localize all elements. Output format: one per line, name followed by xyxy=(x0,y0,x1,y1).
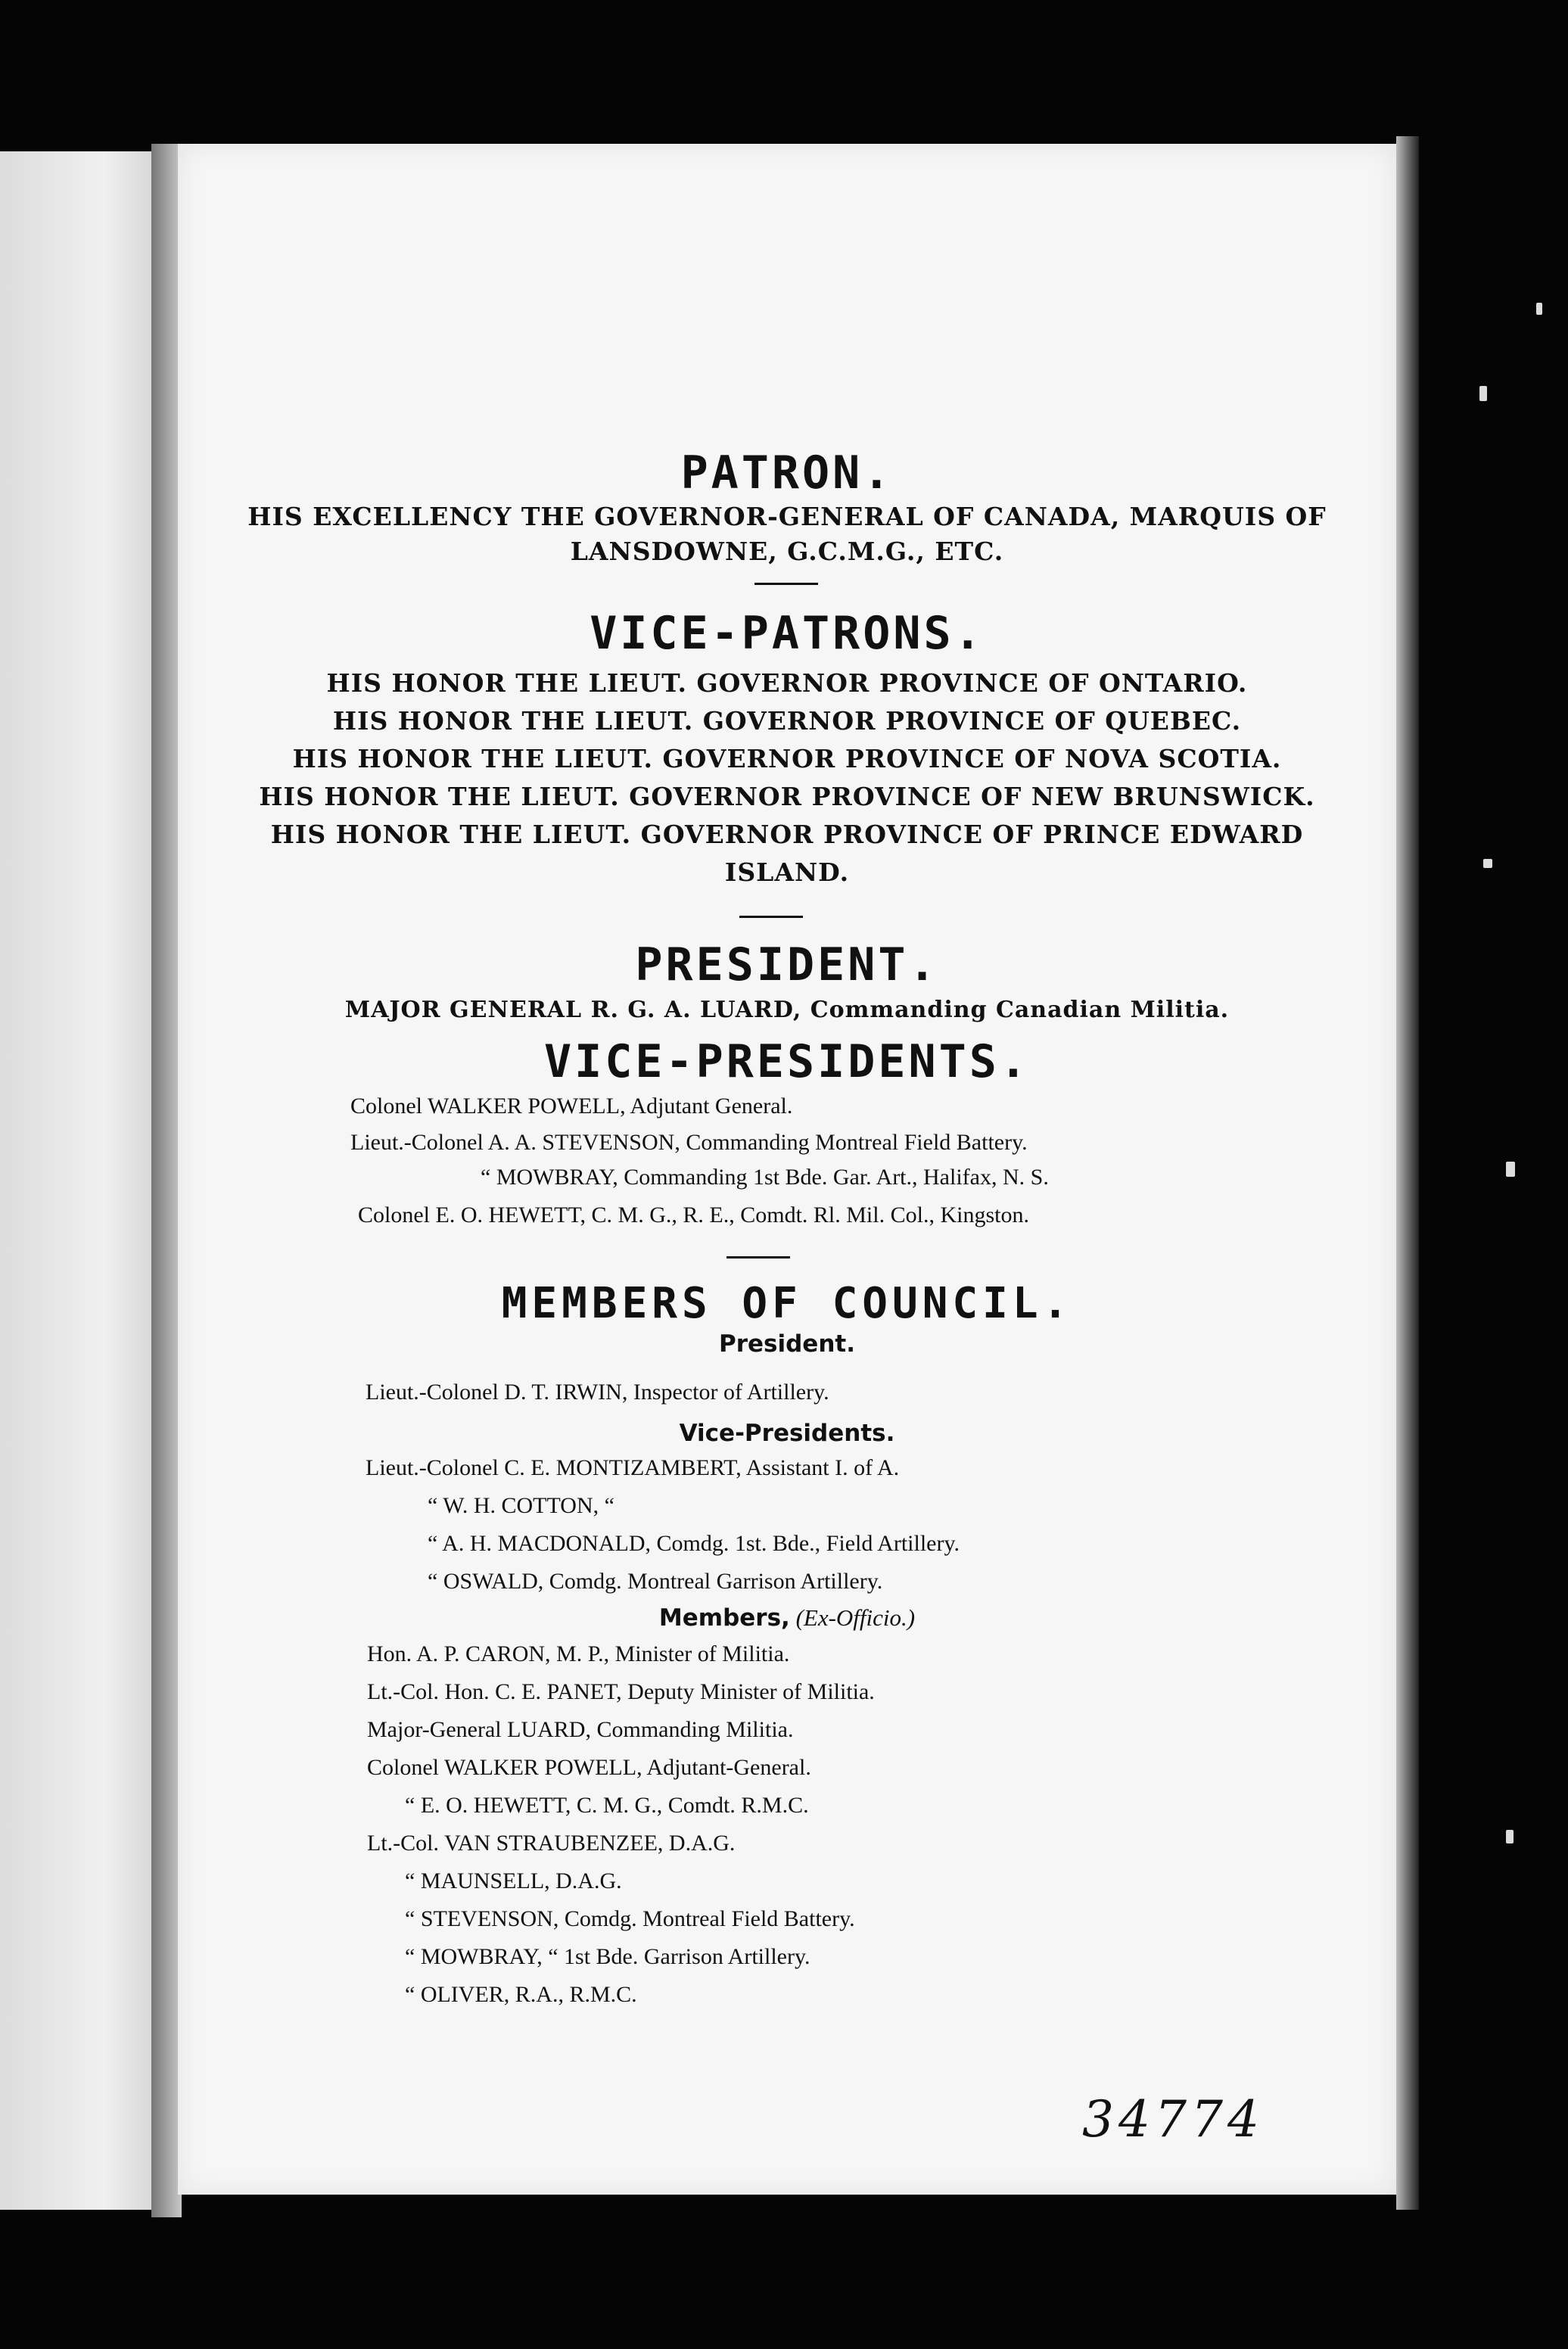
vice-president-line: Colonel E. O. HEWETT, C. M. G., R. E., Comdt. Rl. Mil. Col., Kingston. xyxy=(358,1203,1029,1227)
vice-patron-line: HIS HONOR THE LIEUT. GOVERNOR PROVINCE OF ONTARIO. xyxy=(326,668,1248,698)
council-vp-line: “ W. H. COTTON, “ xyxy=(428,1493,614,1518)
vice-patron-line: HIS HONOR THE LIEUT. GOVERNOR PROVINCE OF NEW BRUNSWICK. xyxy=(259,782,1315,811)
scan-speck xyxy=(1483,859,1492,868)
patron-line-2: LANSDOWNE, G.C.M.G., ETC. xyxy=(570,537,1004,566)
council-members-note: (Ex-Officio.) xyxy=(795,1604,916,1631)
council-vp-line: Lieut.-Colonel C. E. MONTIZAMBERT, Assistant I. of A. xyxy=(366,1455,900,1480)
vice-patron-line: HIS HONOR THE LIEUT. GOVERNOR PROVINCE OF QUEBEC. xyxy=(332,706,1242,736)
council-vp-heading: Vice-Presidents. xyxy=(679,1420,895,1447)
vice-president-line: “ MOWBRAY, Commanding 1st Bde. Gar. Art., Halifax, N. S. xyxy=(481,1165,1049,1190)
council-member-line: “ E. O. HEWETT, C. M. G., Comdt. R.M.C. xyxy=(405,1793,809,1818)
council-president-heading: President. xyxy=(719,1330,855,1358)
divider xyxy=(726,1256,790,1259)
council-member-line: Lt.-Col. VAN STRAUBENZEE, D.A.G. xyxy=(367,1831,736,1856)
council-members-heading-row xyxy=(178,1604,1396,1632)
council-title: MEMBERS OF COUNCIL. xyxy=(501,1279,1073,1328)
vice-presidents-title: VICE-PRESIDENTS. xyxy=(544,1035,1030,1088)
scan-speck xyxy=(1506,1162,1515,1177)
scan-speck xyxy=(1536,303,1542,315)
council-vp-line: “ A. H. MACDONALD, Comdg. 1st. Bde., Field Artillery. xyxy=(428,1531,960,1556)
vice-president-line: Lieut.-Colonel A. A. STEVENSON, Commanding Montreal Field Battery. xyxy=(350,1130,1028,1155)
council-member-line: “ MAUNSELL, D.A.G. xyxy=(405,1868,622,1893)
spine-shadow xyxy=(151,144,182,2217)
scan-speck xyxy=(1479,386,1487,401)
handwritten-number: 34774 xyxy=(1082,2090,1264,2148)
divider xyxy=(739,916,803,918)
divider xyxy=(754,583,818,585)
vice-president-line: Colonel WALKER POWELL, Adjutant General. xyxy=(350,1094,793,1118)
council-member-line: “ OLIVER, R.A., R.M.C. xyxy=(405,1982,637,2007)
council-member-line: “ STEVENSON, Comdg. Montreal Field Battery. xyxy=(405,1906,855,1931)
council-president-line: Lieut.-Colonel D. T. IRWIN, Inspector of Artillery. xyxy=(366,1380,829,1405)
page-edge xyxy=(1396,136,1419,2210)
patron-title: PATRON. xyxy=(680,446,894,499)
council-member-line: “ MOWBRAY, “ 1st Bde. Garrison Artillery. xyxy=(405,1944,810,1969)
facing-page-strip xyxy=(0,151,173,2210)
vice-patrons-title: VICE-PATRONS. xyxy=(590,607,985,660)
patron-line-1: HIS EXCELLENCY THE GOVERNOR-GENERAL OF CANADA, MARQUIS OF xyxy=(247,502,1327,531)
vice-patron-line: ISLAND. xyxy=(724,857,850,887)
council-member-line: Hon. A. P. CARON, M. P., Minister of Militia. xyxy=(367,1641,790,1666)
council-member-line: Major-General LUARD, Commanding Militia. xyxy=(367,1717,794,1742)
scan-speck xyxy=(1506,1830,1514,1843)
vice-patron-line: HIS HONOR THE LIEUT. GOVERNOR PROVINCE OF PRINCE EDWARD xyxy=(270,820,1304,849)
president-title: PRESIDENT. xyxy=(635,938,939,991)
council-vp-line: “ OSWALD, Comdg. Montreal Garrison Artillery. xyxy=(428,1569,883,1594)
vice-patron-line: HIS HONOR THE LIEUT. GOVERNOR PROVINCE OF NOVA SCOTIA. xyxy=(292,744,1282,773)
president-line: MAJOR GENERAL R. G. A. LUARD, Commanding Canadian Militia. xyxy=(344,997,1230,1023)
council-member-line: Colonel WALKER POWELL, Adjutant-General. xyxy=(367,1755,811,1780)
council-members-heading: Members, xyxy=(658,1604,790,1632)
document-page xyxy=(178,144,1396,2195)
council-member-line: Lt.-Col. Hon. C. E. PANET, Deputy Minister of Militia. xyxy=(367,1679,875,1704)
